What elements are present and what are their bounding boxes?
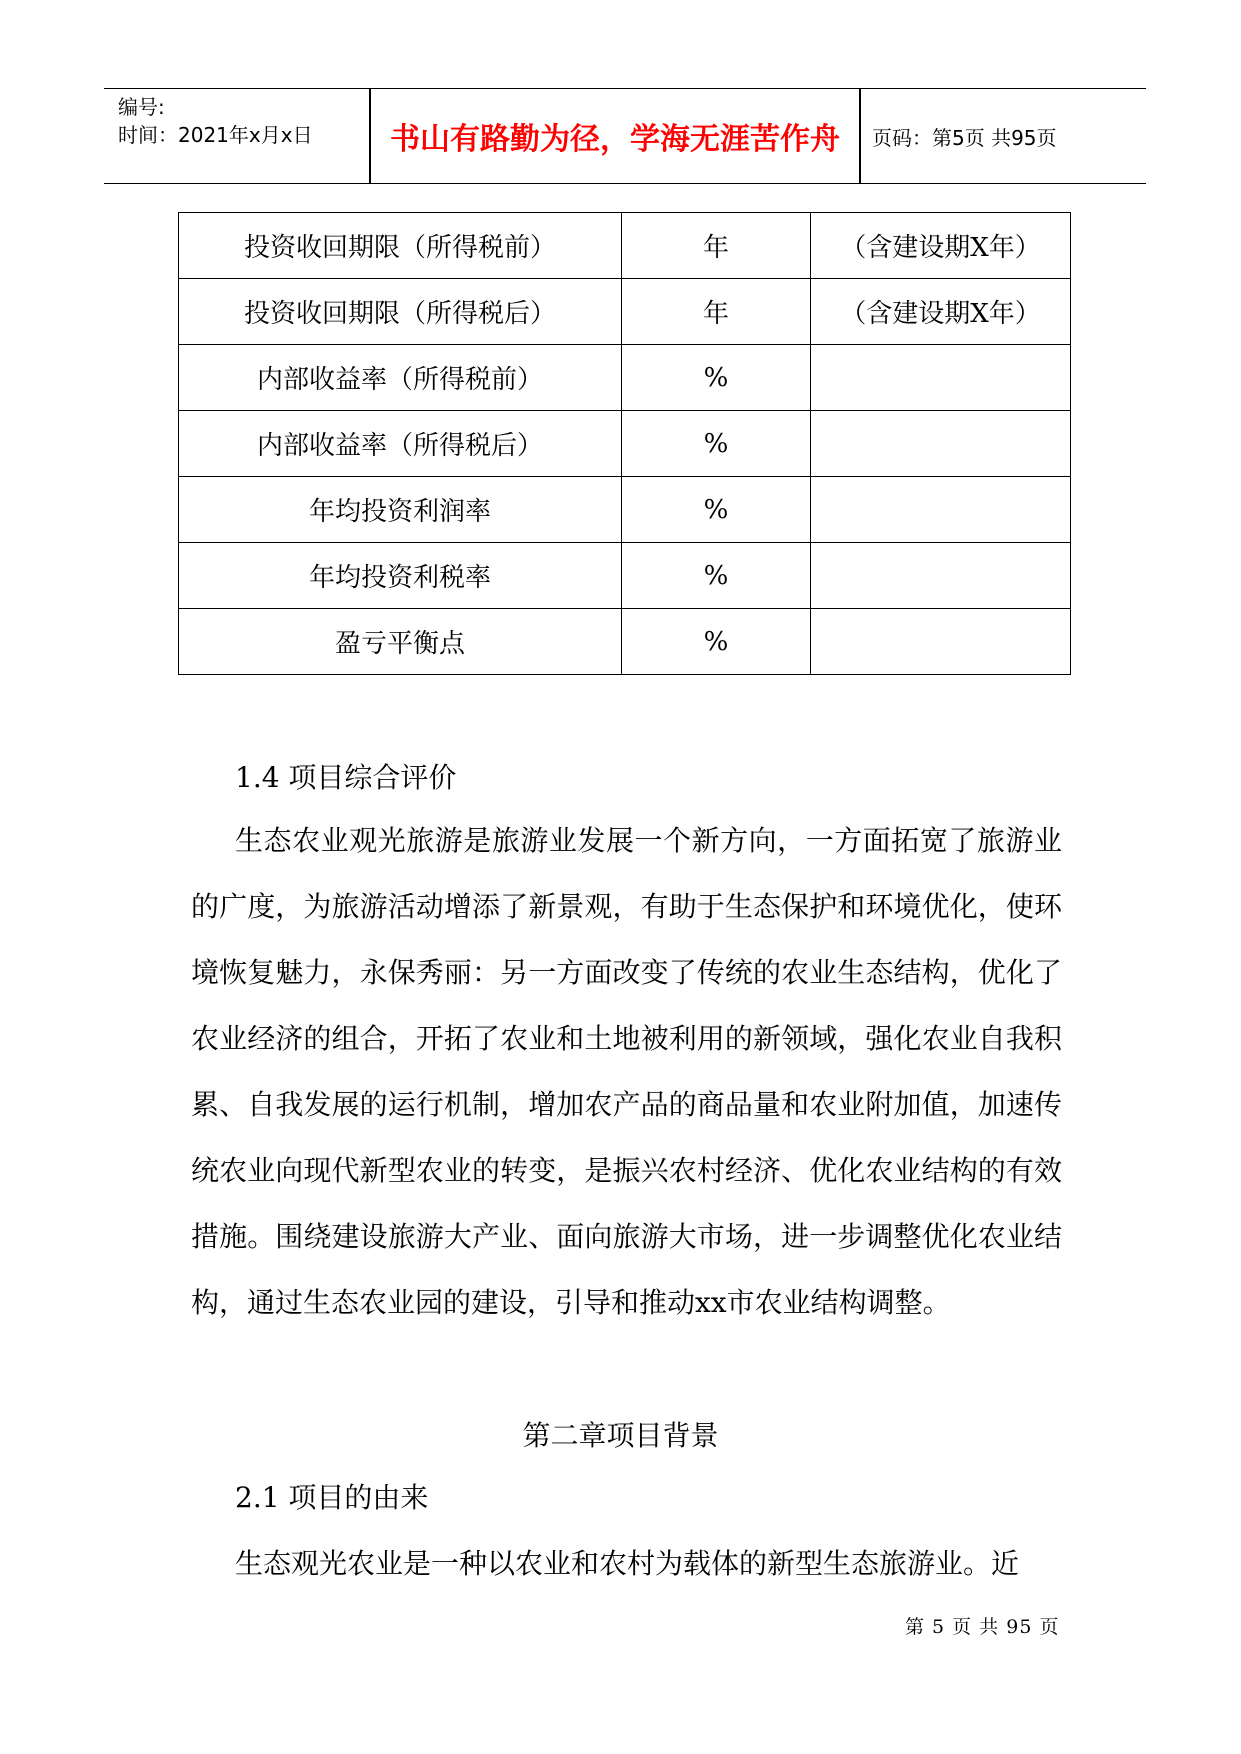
metric-unit: % <box>621 411 810 477</box>
section-heading: 1.4 项目综合评价 <box>235 761 457 794</box>
metric-unit: 年 <box>621 279 810 345</box>
header-page-info: 页码：第5页 共95页 <box>872 125 1057 150</box>
metric-name: 内部收益率（所得税前） <box>179 345 622 411</box>
chapter-title: 第二章项目背景 <box>522 1419 719 1452</box>
metric-unit: 年 <box>621 213 810 279</box>
metric-unit: % <box>621 609 810 675</box>
metric-note: （含建设期X年） <box>811 213 1071 279</box>
metric-unit: % <box>621 477 810 543</box>
doc-code-label: 编号: <box>118 95 165 119</box>
section-paragraph: 生态观光农业是一种以农业和农村为载体的新型生态旅游业。近 <box>235 1547 1020 1580</box>
header-meta <box>118 93 370 149</box>
header-divider <box>859 89 861 183</box>
page-footer: 第 5 页 共 95 页 <box>905 1616 1060 1638</box>
table-row <box>179 345 1071 411</box>
header-divider <box>369 89 371 183</box>
table-row <box>179 213 1071 279</box>
section-heading: 2.1 项目的由来 <box>235 1481 429 1514</box>
financial-metrics-table <box>178 212 1071 675</box>
metric-unit: % <box>621 543 810 609</box>
metric-name: 盈亏平衡点 <box>179 609 622 675</box>
metric-note <box>811 345 1071 411</box>
metric-note <box>811 543 1071 609</box>
table-row <box>179 543 1071 609</box>
metric-name: 投资收回期限（所得税后） <box>179 279 622 345</box>
metric-name: 年均投资利润率 <box>179 477 622 543</box>
page-header <box>104 88 1146 184</box>
header-motto: 书山有路勤为径，学海无涯苦作舟 <box>390 122 840 157</box>
doc-time-label: 时间：2021年x月x日 <box>118 123 313 147</box>
metric-name: 投资收回期限（所得税前） <box>179 213 622 279</box>
metric-note <box>811 609 1071 675</box>
metric-note: （含建设期X年） <box>811 279 1071 345</box>
section-paragraph: 生态农业观光旅游是旅游业发展一个新方向，一方面拓宽了旅游业的广度，为旅游活动增添了新景观，有助于生态保护和环境优化，使环境恢复魅力，永保秀丽：另一方面改变了传统的农业生态结构，优化了农业经济的组合，开拓了农业和土地被利用的新领域，强化农业自我积累、自我发展的运行机制，增加农产品的商品量和农业附加值，加速传统农业向现代新型农业的转变，是振兴农村经济、优化农业结构的有效措施。围绕建设旅游大产业、面向旅游大市场，进一步调整优化农业结构，通过生态农业园的建设，引导和推动xx市农业结构调整。 <box>191 824 1062 1319</box>
table-row <box>179 477 1071 543</box>
metric-name: 年均投资利税率 <box>179 543 622 609</box>
metric-unit: % <box>621 345 810 411</box>
metric-note <box>811 411 1071 477</box>
table-row <box>179 609 1071 675</box>
metric-note <box>811 477 1071 543</box>
metric-name: 内部收益率（所得税后） <box>179 411 622 477</box>
table-row <box>179 411 1071 477</box>
table-row <box>179 279 1071 345</box>
